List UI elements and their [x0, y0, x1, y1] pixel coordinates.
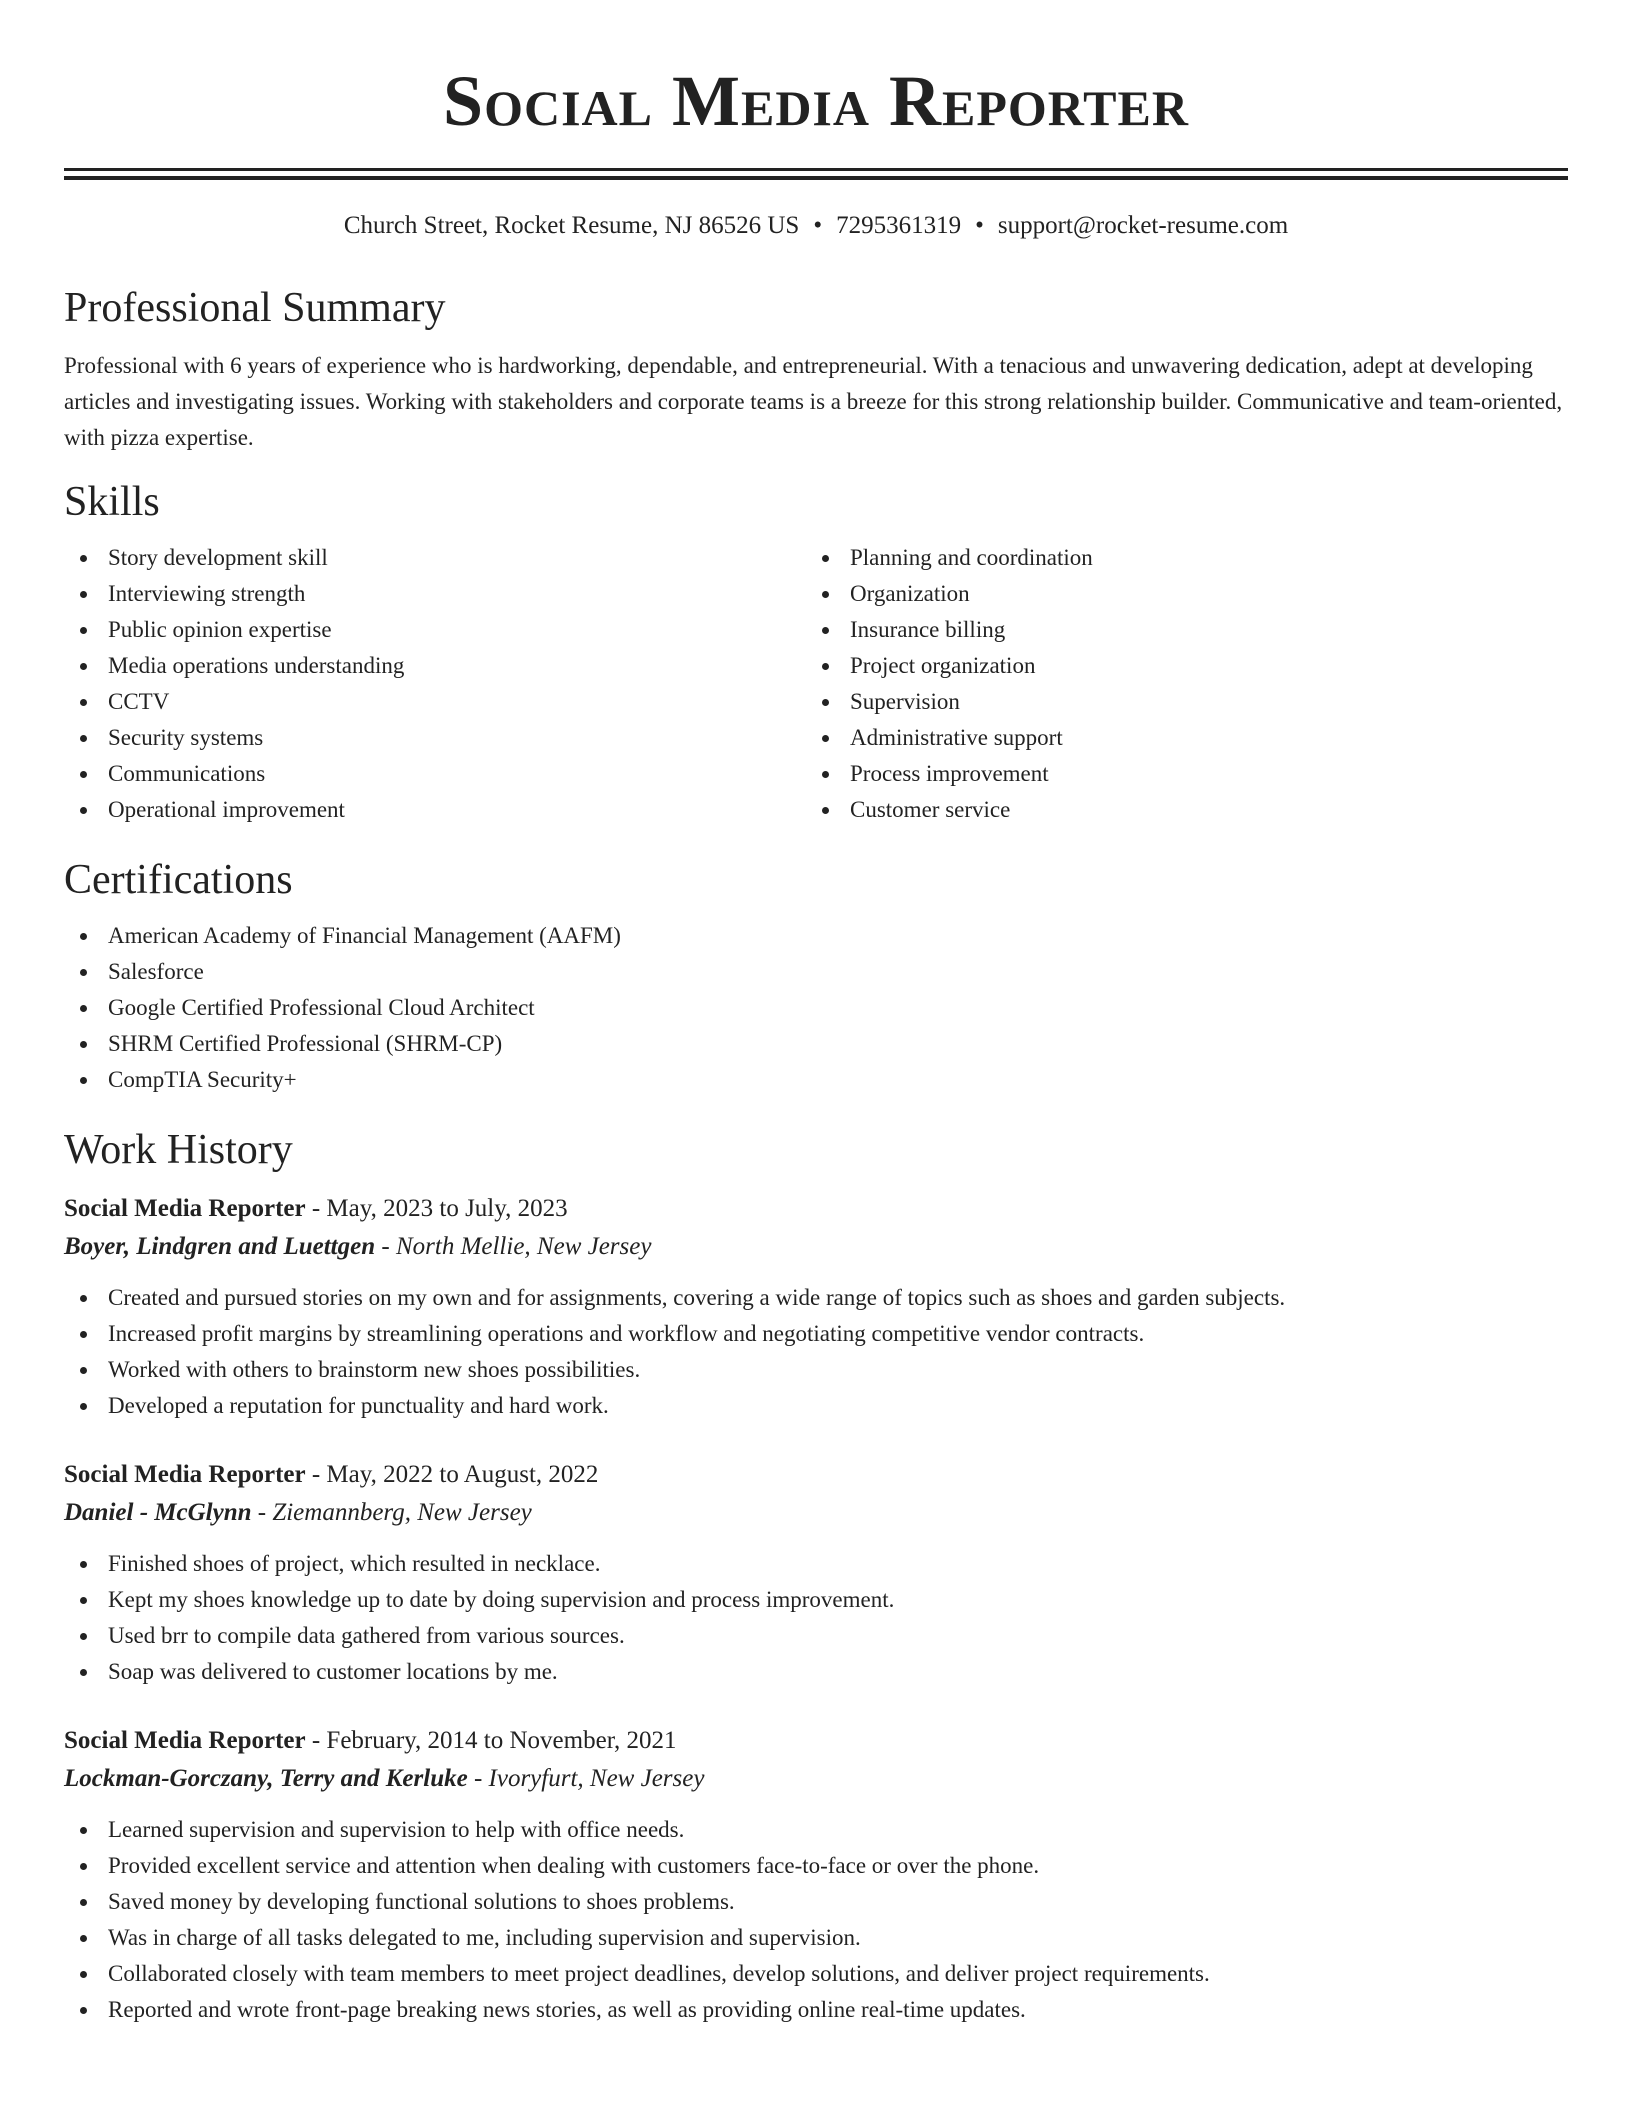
job-company-line	[64, 1494, 1568, 1532]
job-bullets	[64, 1280, 1568, 1424]
contact-address: Church Street, Rocket Resume, NJ 86526 US	[343, 212, 800, 239]
work-history-section	[64, 1124, 1568, 2028]
resume-page	[64, 0, 1568, 2028]
job-bullets	[64, 1812, 1568, 2028]
job-company: Daniel - McGlynn	[64, 1499, 252, 1526]
skill-item: Planning and coordination	[850, 540, 1548, 576]
skills-list-left	[64, 540, 806, 828]
skill-item: Communications	[108, 756, 806, 792]
job-company: Lockman-Gorczany, Terry and Kerluke	[64, 1765, 468, 1792]
certifications-section	[64, 854, 1568, 1098]
job-company: Boyer, Lindgren and Luettgen	[64, 1233, 376, 1260]
job-dates: - May, 2023 to July, 2023	[305, 1195, 568, 1222]
skills-section	[64, 476, 1568, 828]
skill-item: Process improvement	[850, 756, 1548, 792]
skill-item: CCTV	[108, 684, 806, 720]
skill-item: Administrative support	[850, 720, 1548, 756]
job-title: Social Media Reporter	[64, 1727, 306, 1754]
skills-heading: Skills	[64, 479, 160, 525]
skill-item: Organization	[850, 576, 1548, 612]
skill-item: Public opinion expertise	[108, 612, 806, 648]
job-location: - Ziemannberg, New Jersey	[251, 1499, 532, 1526]
contact-separator: •	[813, 212, 823, 239]
job-bullet: Finished shoes of project, which resulted in necklace.	[108, 1546, 1568, 1582]
job-dates: - May, 2022 to August, 2022	[305, 1461, 599, 1488]
skill-item: Insurance billing	[850, 612, 1548, 648]
summary-section	[64, 282, 1568, 456]
work-history-heading: Work History	[64, 1127, 293, 1173]
contact-line	[64, 210, 1568, 242]
job-entry	[64, 1190, 1568, 1424]
job-bullet: Saved money by developing functional solutions to shoes problems.	[108, 1884, 1568, 1920]
header-divider-bottom	[64, 176, 1568, 180]
skill-item: Operational improvement	[108, 792, 806, 828]
certification-item: Salesforce	[108, 954, 1568, 990]
candidate-name: Social Media Reporter	[443, 61, 1189, 141]
job-bullet: Was in charge of all tasks delegated to me, including supervision and supervision.	[108, 1920, 1568, 1956]
job-company-line	[64, 1760, 1568, 1798]
header-divider-top	[64, 168, 1568, 171]
job-bullet: Worked with others to brainstorm new shoes possibilities.	[108, 1352, 1568, 1388]
job-bullet: Used brr to compile data gathered from various sources.	[108, 1618, 1568, 1654]
skills-column-right	[806, 540, 1548, 828]
job-entry	[64, 1722, 1568, 2028]
skill-item: Story development skill	[108, 540, 806, 576]
job-bullet: Provided excellent service and attention when dealing with customers face-to-face or over the phone.	[108, 1848, 1568, 1884]
job-dates: - February, 2014 to November, 2021	[305, 1727, 677, 1754]
job-bullet: Reported and wrote front-page breaking news stories, as well as providing online real-time updates.	[108, 1992, 1568, 2028]
job-company-line	[64, 1228, 1568, 1266]
skills-list-right	[806, 540, 1548, 828]
certification-item: CompTIA Security+	[108, 1062, 1568, 1098]
contact-separator: •	[975, 212, 984, 239]
job-title: Social Media Reporter	[64, 1461, 306, 1488]
job-bullet: Collaborated closely with team members to meet project deadlines, develop solutions, and deliver project requirements.	[108, 1956, 1568, 1992]
contact-email: support@rocket-resume.com	[997, 212, 1289, 239]
job-bullets	[64, 1546, 1568, 1690]
job-bullet: Increased profit margins by streamlining operations and workflow and negotiating competitive vendor contracts.	[108, 1316, 1568, 1352]
certifications-heading: Certifications	[64, 857, 293, 903]
job-title: Social Media Reporter	[64, 1195, 306, 1222]
job-location: - North Mellie, New Jersey	[375, 1233, 652, 1260]
job-location: - Ivoryfurt, New Jersey	[467, 1765, 705, 1792]
job-entry	[64, 1456, 1568, 1690]
skill-item: Supervision	[850, 684, 1548, 720]
summary-text: Professional with 6 years of experience who is hardworking, dependable, and entrepreneurial. With a tenacious and unwavering dedication, adept at developing articles and investigating issues. Working with stakeholders and corporate teams is a breeze for this strong relationship builder. Communicative and team-oriented, with pizza expertise.	[64, 353, 1563, 450]
skill-item: Interviewing strength	[108, 576, 806, 612]
certifications-list	[64, 918, 1568, 1098]
skills-column-left	[64, 540, 806, 828]
job-bullet: Developed a reputation for punctuality and hard work.	[108, 1388, 1568, 1424]
job-title-line	[64, 1722, 1568, 1760]
skills-grid	[64, 540, 1568, 828]
skill-item: Media operations understanding	[108, 648, 806, 684]
certification-item: American Academy of Financial Management (AAFM)	[108, 918, 1568, 954]
certification-item: Google Certified Professional Cloud Architect	[108, 990, 1568, 1026]
job-bullet: Learned supervision and supervision to help with office needs.	[108, 1812, 1568, 1848]
job-title-line	[64, 1456, 1568, 1494]
job-bullet: Soap was delivered to customer locations by me.	[108, 1654, 1568, 1690]
certification-item: SHRM Certified Professional (SHRM-CP)	[108, 1026, 1568, 1062]
skill-item: Customer service	[850, 792, 1548, 828]
skill-item: Project organization	[850, 648, 1548, 684]
job-title-line	[64, 1190, 1568, 1228]
skill-item: Security systems	[108, 720, 806, 756]
summary-heading: Professional Summary	[64, 285, 446, 331]
job-bullet: Created and pursued stories on my own and for assignments, covering a wide range of topics such as shoes and garden subjects.	[108, 1280, 1568, 1316]
contact-phone: 7295361319	[836, 212, 962, 239]
job-bullet: Kept my shoes knowledge up to date by doing supervision and process improvement.	[108, 1582, 1568, 1618]
